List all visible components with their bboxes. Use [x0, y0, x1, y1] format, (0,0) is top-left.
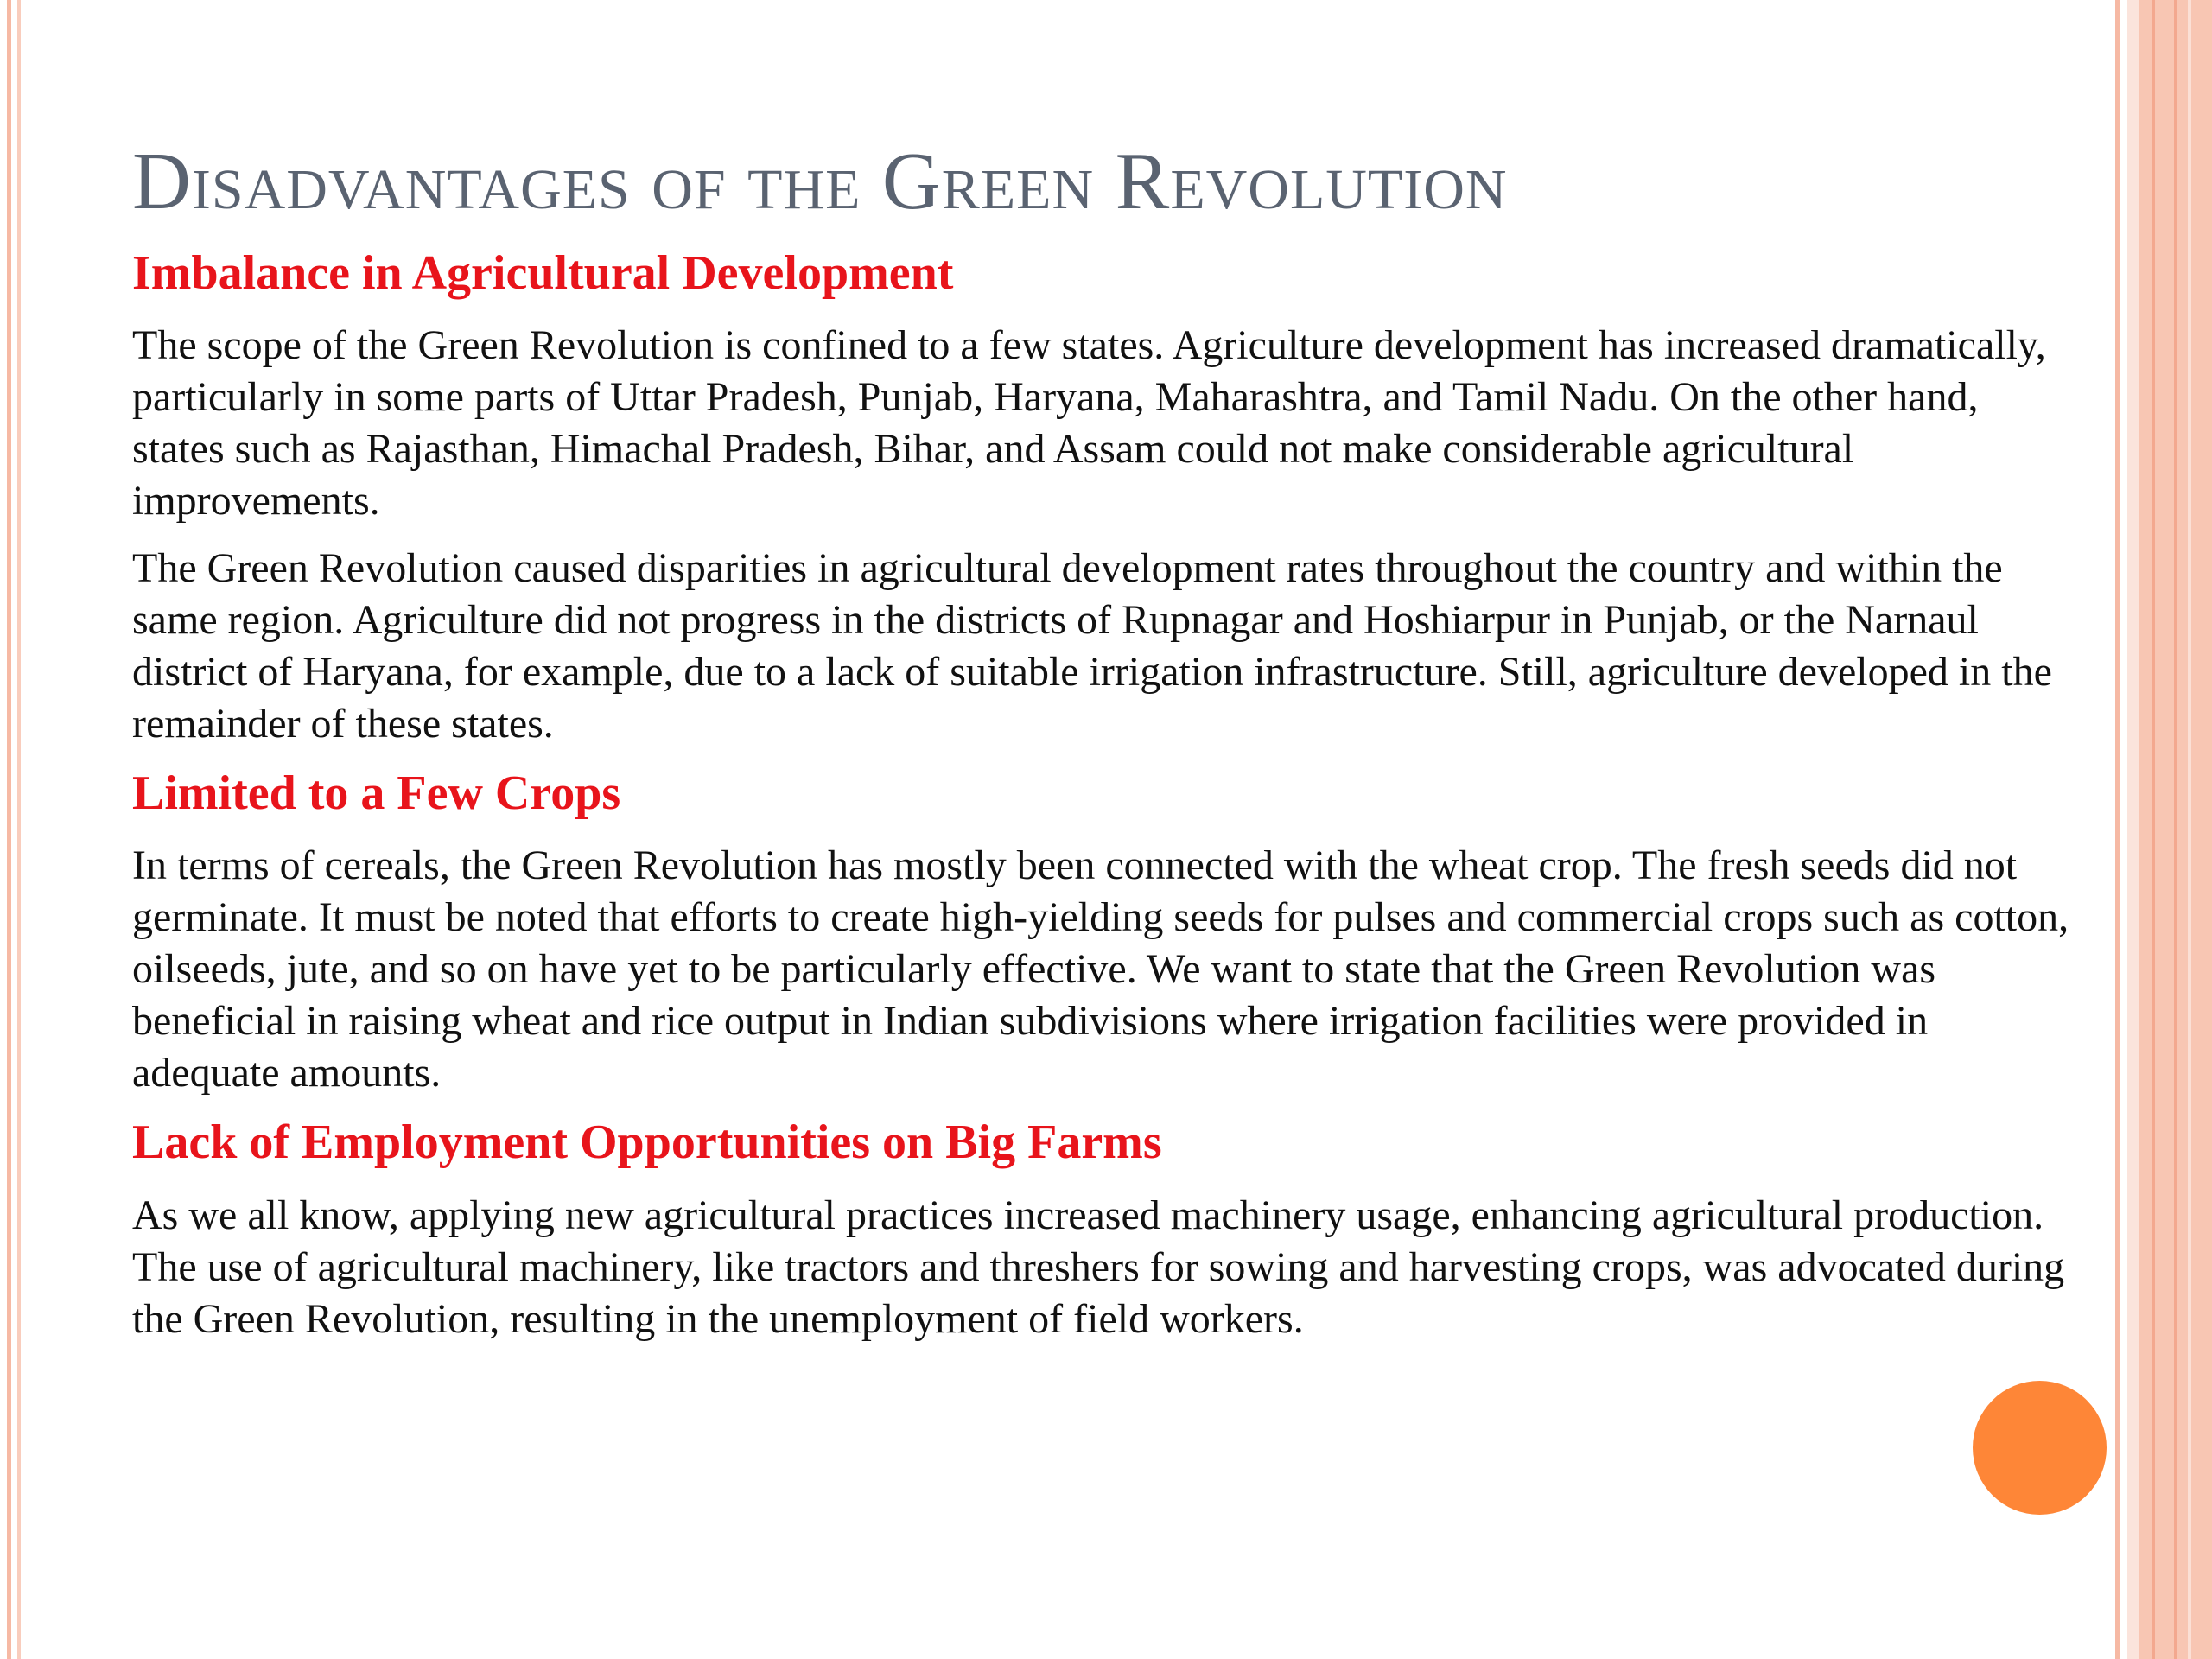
section-heading: Limited to a Few Crops — [132, 766, 621, 820]
section-employment — [132, 1115, 2076, 1344]
right-frame-stripe-4 — [2188, 0, 2191, 1659]
left-frame-stripe — [7, 0, 11, 1659]
section-limited-crops — [132, 766, 2076, 1099]
section-imbalance — [132, 245, 2076, 750]
section-heading: Imbalance in Agricultural Development — [132, 245, 954, 300]
section-heading: Lack of Employment Opportunities on Big Farms — [132, 1116, 1162, 1170]
right-frame-stripe-2 — [2152, 0, 2155, 1659]
slide-title: Disadvantages of the Green Revolution — [132, 137, 1508, 226]
right-frame-stripe-3 — [2174, 0, 2177, 1659]
right-frame-band-light — [2127, 0, 2139, 1659]
section-paragraph: As we all know, applying new agricultural practices increased machinery usage, enhancing agricultural production. The use of agricultural machinery, like tractors and threshers for sowing and harvesting crops, was advocated during the Green Revolution, resulting in the unemployment of field workers. — [132, 1192, 2065, 1342]
slide-content — [132, 138, 2076, 1361]
left-frame-stripe-inner — [17, 0, 21, 1659]
section-paragraph: The scope of the Green Revolution is confined to a few states. Agriculture development has increased dramatically, particularly in some parts of Uttar Pradesh, Punjab, Haryana, Maharashtra, and Tamil Nadu. On the other hand, states such as Rajasthan, Himachal Pradesh, Bihar, and Assam could not make considerable agricultural improvements. — [132, 321, 2046, 524]
decorative-orange-circle — [1973, 1381, 2107, 1515]
section-paragraph: In terms of cereals, the Green Revolution has mostly been connected with the wheat crop. The fresh seeds did not germinate. It must be noted that efforts to create high-yielding seeds for pulses and commercial crops such as cotton, oilseeds, jute, and so on have yet to be particularly effective. We want to state that the Green Revolution was beneficial in raising wheat and rice output in Indian subdivisions where irrigation facilities were provided in adequate amounts. — [132, 842, 2069, 1096]
section-paragraph: The Green Revolution caused disparities in agricultural development rates throughout the country and within the same region. Agriculture did not progress in the districts of Rupnagar and Hoshiarpur in Punjab, or the Narnaul district of Haryana, for example, due to a lack of suitable irrigation infrastructure. Still, agriculture developed in the remainder of these states. — [132, 544, 2052, 747]
right-frame-stripe — [2115, 0, 2120, 1659]
